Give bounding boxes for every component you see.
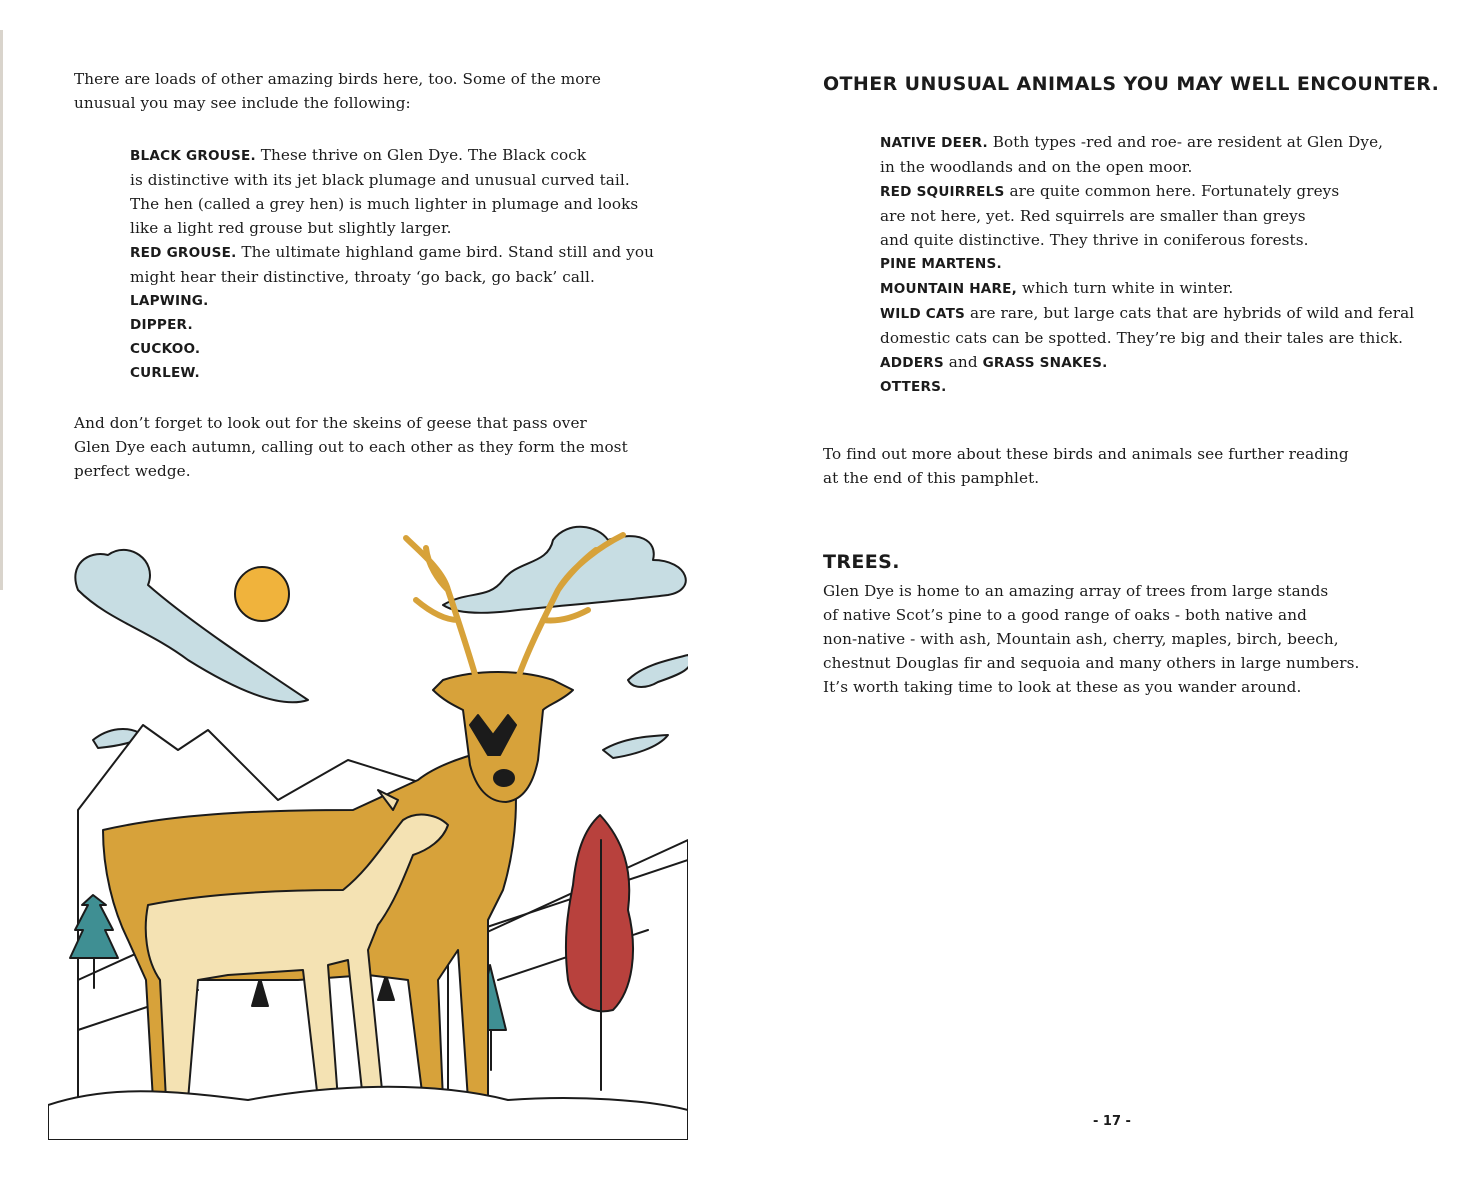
further-reading-paragraph (823, 442, 1423, 490)
list-item-mountain-hare (880, 276, 1440, 301)
text-line: unusual you may see include the following: (74, 94, 411, 112)
stag-and-hind-illustration (48, 510, 688, 1140)
list-item-black-grouse (130, 143, 690, 168)
list-item-native-deer (880, 130, 1440, 155)
sun-icon (235, 567, 289, 621)
adders-label: ADDERS (880, 355, 944, 371)
text-line: There are loads of other amazing birds here, too. Some of the more (74, 70, 601, 88)
red-tree-icon (566, 815, 633, 1011)
list-item-cuckoo: CUCKOO. (130, 341, 201, 357)
list-item-otters: OTTERS. (880, 379, 947, 395)
cloud-icon (443, 527, 686, 613)
text-line: domestic cats can be spotted. They’re big and their tales are thick. (880, 329, 1404, 347)
text-line: might hear their distinctive, throaty ‘go back, go back’ call. (130, 268, 595, 286)
text-line: Glen Dye each autumn, calling out to each other as they form the most (74, 438, 628, 456)
native-deer-text: Both types -red and roe- are resident at Glen Dye, (992, 133, 1384, 151)
text-line: non-native - with ash, Mountain ash, cherry, maples, birch, beech, (823, 630, 1339, 648)
text-line: in the woodlands and on the open moor. (880, 158, 1193, 176)
birds-list (130, 143, 690, 385)
wild-cats-label: WILD CATS (880, 306, 966, 322)
text-line: is distinctive with its jet black plumage and unusual curved tail. (130, 171, 630, 189)
text-line: at the end of this pamphlet. (823, 469, 1040, 487)
black-grouse-label: BLACK GROUSE. (130, 148, 256, 164)
cloud-icon (628, 655, 688, 687)
list-item-dipper: DIPPER. (130, 317, 193, 333)
red-grouse-text: The ultimate highland game bird. Stand still and you (241, 243, 654, 261)
red-squirrels-text: are quite common here. Fortunately greys (1009, 182, 1340, 200)
page-number: - 17 - (1093, 1114, 1131, 1129)
list-item-red-grouse (130, 240, 690, 265)
text-line: And don’t forget to look out for the skeins of geese that pass over (74, 414, 587, 432)
text-line: The hen (called a grey hen) is much lighter in plumage and looks (130, 195, 639, 213)
list-item-wild-cats (880, 301, 1440, 326)
birds-intro-paragraph (74, 67, 694, 115)
text-line: and quite distinctive. They thrive in coniferous forests. (880, 231, 1309, 249)
trees-paragraph (823, 579, 1423, 699)
list-item-curlew: CURLEW. (130, 365, 200, 381)
text-line: Glen Dye is home to an amazing array of trees from large stands (823, 582, 1329, 600)
list-item-red-squirrels (880, 179, 1440, 204)
trees-heading: TREES. (823, 551, 900, 573)
geese-paragraph (74, 411, 694, 483)
list-item-lapwing: LAPWING. (130, 293, 209, 309)
red-squirrels-label: RED SQUIRRELS (880, 184, 1005, 200)
list-item-pine-martens: PINE MARTENS. (880, 256, 1002, 272)
mountain-hare-label: MOUNTAIN HARE, (880, 281, 1018, 297)
grass-snakes-label: GRASS SNAKES. (982, 355, 1108, 371)
native-deer-label: NATIVE DEER. (880, 135, 988, 151)
red-grouse-label: RED GROUSE. (130, 245, 237, 261)
black-grouse-text: These thrive on Glen Dye. The Black cock (260, 146, 587, 164)
page-edge-mark (0, 30, 3, 590)
text-line: chestnut Douglas fir and sequoia and many others in large numbers. (823, 654, 1360, 672)
text-line: are not here, yet. Red squirrels are smaller than greys (880, 207, 1306, 225)
adders-joiner: and (948, 353, 978, 371)
text-line: To find out more about these birds and animals see further reading (823, 445, 1349, 463)
text-line: perfect wedge. (74, 462, 191, 480)
text-line: of native Scot’s pine to a good range of oaks - both native and (823, 606, 1307, 624)
cloud-icon (603, 735, 668, 758)
wild-cats-text: are rare, but large cats that are hybrids of wild and feral (969, 304, 1415, 322)
text-line: It’s worth taking time to look at these as you wander around. (823, 678, 1302, 696)
text-line: like a light red grouse but slightly larger. (130, 219, 452, 237)
stag-nose (494, 770, 514, 786)
mountain-hare-text: which turn white in winter. (1021, 279, 1234, 297)
animals-list (880, 130, 1440, 399)
list-item-adders-grass-snakes (880, 350, 1440, 375)
animals-heading: OTHER UNUSUAL ANIMALS YOU MAY WELL ENCOUNTER. (823, 73, 1440, 95)
